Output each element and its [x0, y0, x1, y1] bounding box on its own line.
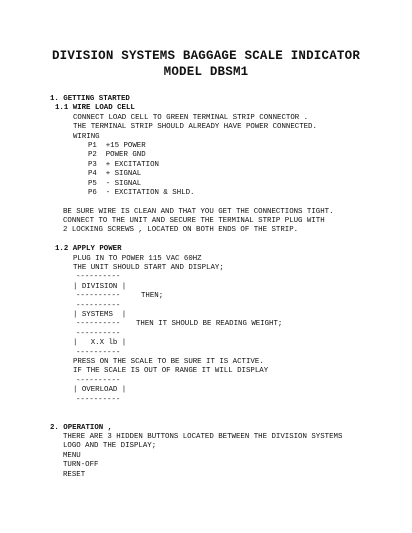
display-box-border: ---------- [76, 292, 121, 301]
text-line: THE TERMINAL STRIP SHOULD ALREADY HAVE POWER CONNECTED. [73, 123, 317, 132]
wiring-item: P6 - EXCITATION & SHLD. [88, 188, 195, 197]
display-box-border: ---------- [76, 301, 121, 310]
wiring-item: P5 - SIGNAL [88, 179, 142, 188]
display-box-weight: | X.X lb | [73, 339, 127, 348]
display-box-border: ---------- [76, 348, 121, 357]
section-1-heading: 1. GETTING STARTED [50, 95, 130, 103]
wiring-item: P2 POWER GND [88, 151, 146, 160]
document-body [0, 95, 412, 480]
section-1-1-heading: 1.1 WIRE LOAD CELL [55, 104, 135, 113]
text-line: THERE ARE 3 HIDDEN BUTTONS LOCATED BETWEEN THE DIVISION SYSTEMS [63, 433, 343, 442]
display-box-division: | DIVISION | [73, 282, 127, 291]
text-line: WIRING [73, 132, 100, 141]
wiring-item: P3 + EXCITATION [88, 160, 159, 169]
wiring-item: P4 + SIGNAL [88, 170, 142, 179]
display-box-border: ---------- [76, 329, 121, 338]
display-box-systems: | SYSTEMS | [73, 310, 127, 319]
display-box-border: ---------- [76, 376, 121, 385]
section-2-heading: 2. OPERATION , [50, 423, 113, 432]
section-1-2-heading: 1.2 APPLY POWER [55, 245, 122, 254]
text-line: PLUG IN TO POWER 115 VAC 60HZ [73, 254, 202, 263]
text-line: CONNECT TO THE UNIT AND SECURE THE TERMINAL STRIP PLUG WITH [63, 217, 325, 226]
display-box-row [0, 320, 412, 329]
text-line: BE SURE WIRE IS CLEAN AND THAT YOU GET THE CONNECTIONS TIGHT. [63, 207, 334, 216]
display-box-row [0, 292, 412, 301]
menu-item: RESET [63, 470, 86, 479]
text-line: IF THE SCALE IS OUT OF RANGE IT WILL DISPLAY [73, 367, 269, 376]
then-text: THEN; [141, 292, 164, 301]
wiring-item: P1 +15 POWER [88, 141, 146, 150]
menu-item: TURN-OFF [63, 461, 99, 470]
doc-title-line-2: MODEL DBSM1 [163, 65, 249, 79]
text-line: PRESS ON THE SCALE TO BE SURE IT IS ACTIVE. [73, 357, 264, 366]
display-box-border: ---------- [76, 320, 121, 329]
doc-title-line-1: DIVISION SYSTEMS BAGGAGE SCALE INDICATOR [51, 49, 361, 63]
text-line: THE UNIT SHOULD START AND DISPLAY; [73, 264, 224, 273]
display-box-border: ---------- [76, 395, 121, 404]
menu-item: MENU [63, 451, 81, 460]
text-line: 2 LOCKING SCREWS , LOCATED ON BOTH ENDS OF THE STRIP. [63, 226, 299, 235]
then-weight-text: THEN IT SHOULD BE READING WEIGHT; [136, 320, 283, 329]
text-line: LOGO AND THE DISPLAY; [63, 442, 157, 451]
text-line: CONNECT LOAD CELL TO GREEN TERMINAL STRIP CONNECTOR . [73, 113, 309, 122]
display-box-border: ---------- [76, 273, 121, 282]
display-box-overload: | OVERLOAD | [73, 386, 127, 395]
